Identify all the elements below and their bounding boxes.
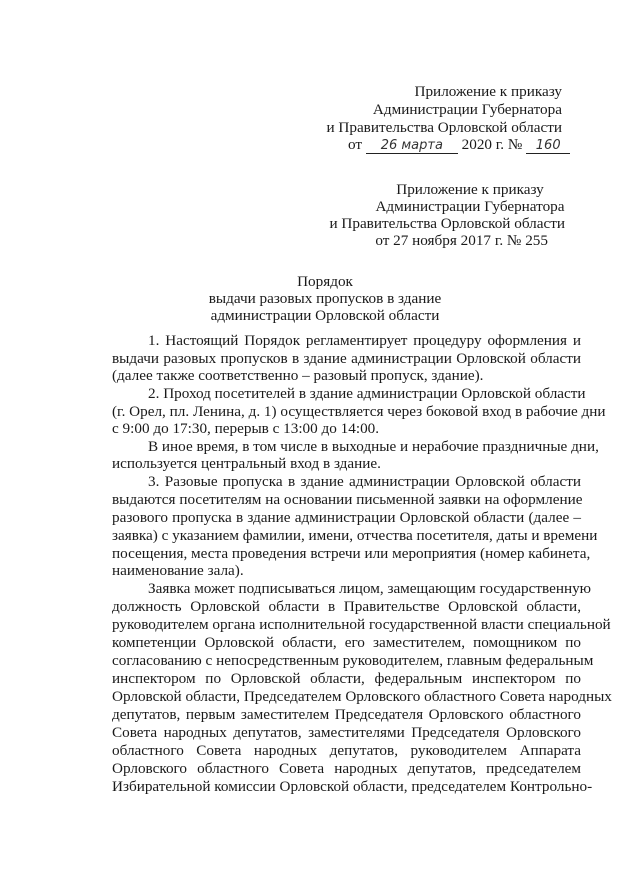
body-line: депутатов, первым заместителем Председателя Орловского областного	[112, 706, 581, 723]
body-line: Орловской области, Председателем Орловского областного Совета народных	[112, 688, 612, 705]
order-year-label: 2020 г. №	[461, 136, 523, 153]
body-line: (г. Орел, пл. Ленина, д. 1) осуществляется через боковой вход в рабочие дни	[112, 403, 606, 420]
body-line: посещения, места проведения встречи или мероприятия (номер кабинета,	[112, 545, 591, 562]
body-line: Орловского областного Совета народных депутатов, председателем	[112, 760, 581, 777]
doc-title-line-2: выдачи разовых пропусков в здание	[208, 290, 442, 307]
appendix-line-1: Приложение к приказу	[414, 83, 562, 100]
doc-title-line-3: администрации Орловской области	[210, 307, 440, 324]
body-line: (далее также соответственно – разовый пропуск, здание).	[112, 367, 484, 384]
body-line: выдаются посетителям на основании письменной заявки на оформление	[112, 491, 583, 508]
body-line: должность Орловской области в Правительстве Орловской области,	[112, 598, 581, 615]
appendix-line-3: и Правительства Орловской области	[326, 119, 562, 136]
body-line: используется центральный вход в здание.	[112, 455, 381, 472]
doc-title-line-1: Порядок	[297, 273, 353, 290]
body-line: Совета народных депутатов, заместителями Председателя Орловского	[112, 724, 581, 741]
body-line: Избирательной комиссии Орловской области, председателем Контрольно-	[112, 778, 593, 795]
body-line: согласованию с непосредственным руководителем, главным федеральным	[112, 652, 594, 669]
appendix-line-2: Администрации Губернатора	[372, 101, 562, 118]
appendix-order-line	[348, 136, 570, 154]
appendix2-line-4: от 27 ноября 2017 г. № 255	[375, 232, 548, 249]
body-line: областного Совета народных депутатов, руководителем Аппарата	[112, 742, 581, 759]
body-line: В иное время, в том числе в выходные и нерабочие праздничные дни,	[148, 438, 599, 455]
body-line: инспектором по Орловской области, федеральным инспектором по	[112, 670, 581, 687]
body-line: компетенции Орловской области, его заместителем, помощником по	[112, 634, 581, 651]
order-date-handwritten: 26 марта	[366, 138, 458, 154]
body-line: 1. Настоящий Порядок регламентирует процедуру оформления и	[148, 332, 581, 349]
body-line: заявка) с указанием фамилии, имени, отчества посетителя, даты и времени	[112, 527, 598, 544]
body-line: руководителем органа исполнительной государственной власти специальной	[112, 616, 611, 633]
body-line: выдачи разовых пропусков в здание администрации Орловской области	[112, 350, 581, 367]
appendix2-line-3: и Правительства Орловской области	[329, 215, 565, 232]
appendix2-line-1: Приложение к приказу	[396, 181, 544, 198]
body-line: наименование зала).	[112, 562, 244, 579]
body-line: Заявка может подписываться лицом, замещающим государственную	[148, 580, 592, 597]
order-from-label: от	[348, 136, 363, 153]
body-line: 2. Проход посетителей в здание администрации Орловской области	[148, 385, 586, 402]
appendix2-line-2: Администрации Губернатора	[375, 198, 565, 215]
body-line: 3. Разовые пропуска в здание администрации Орловской области	[148, 473, 581, 490]
order-number-handwritten: 160	[526, 138, 570, 154]
body-line: разового пропуска в здание администрации Орловской области (далее –	[112, 509, 581, 526]
body-line: с 9:00 до 17:30, перерыв с 13:00 до 14:00.	[112, 420, 380, 437]
